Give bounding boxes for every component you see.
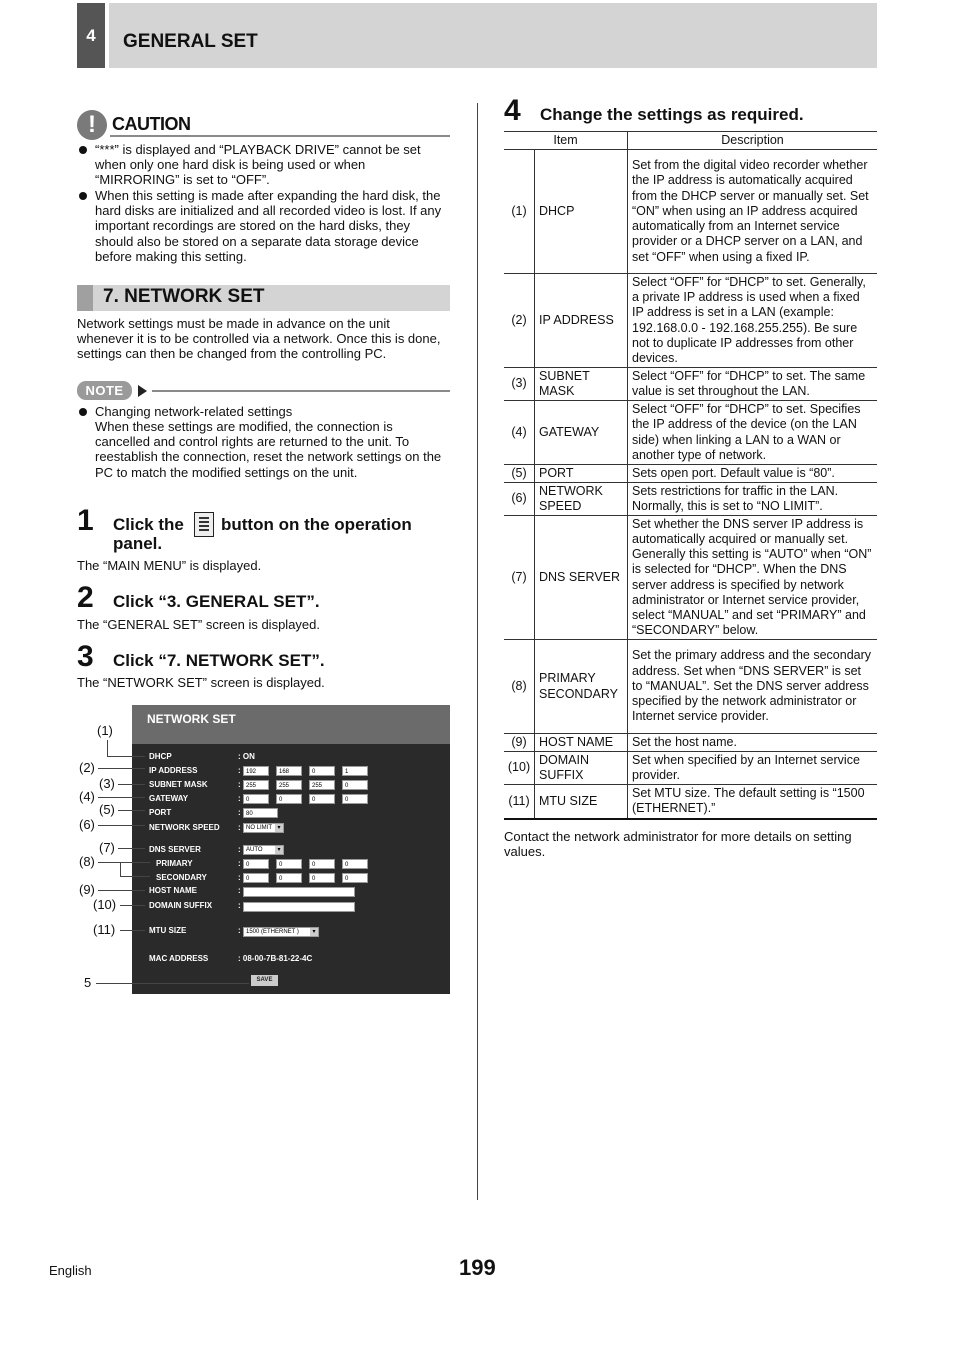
chevron-down-icon: ▾: [275, 846, 283, 854]
host-name-input[interactable]: [243, 887, 355, 897]
table-footnote: Contact the network administrator for more details on setting values.: [504, 829, 852, 860]
note-heading: Changing network-related settings: [95, 404, 293, 419]
row-number: (7): [504, 516, 535, 640]
field-colon: :: [238, 808, 241, 817]
page-number: 199: [459, 1255, 496, 1280]
note-body: When these settings are modified, the connection is cancelled and control rights are returned to the unit. To reestablish the connection, reset the network settings on the PC to match the modified settings on the unit.: [95, 419, 442, 480]
header-item: Item: [504, 132, 628, 150]
primary-octet-1[interactable]: 0: [243, 859, 269, 869]
table-row: [504, 401, 877, 465]
caution-item-1: “***” is displayed and “PLAYBACK DRIVE” cannot be set when only one hard disk is being used or when “MIRRORING” is set to “OFF”.: [95, 142, 421, 188]
caution-label: CAUTION: [112, 114, 191, 134]
callout-line: [118, 848, 145, 849]
ip-octet-2[interactable]: 168: [276, 766, 302, 776]
table-row: [504, 483, 877, 516]
section-header-accent: [77, 285, 93, 311]
row-number: (8): [504, 640, 535, 734]
table-row: [504, 640, 877, 734]
host-name-label: HOST NAME: [149, 886, 197, 895]
field-colon: :: [238, 859, 241, 868]
callout-line: [98, 797, 145, 798]
row-number: (1): [504, 150, 535, 274]
row-description: Select “OFF” for “DHCP” to set. Generally, a private IP address is used when a fixed IP address is set in a LAN (example: 192.168.0.0 - 192.168.255.255). Be sure not to duplicate IP addresses from other devices.: [628, 274, 878, 368]
row-number: (3): [504, 368, 535, 401]
callout-line: [98, 825, 145, 826]
step-number: 1: [77, 504, 94, 537]
subnet-octet-3[interactable]: 255: [309, 780, 335, 790]
step-number: 2: [77, 581, 94, 614]
field-colon: :: [238, 901, 241, 910]
row-description: Sets restrictions for traffic in the LAN. Normally, this is set to “NO LIMIT”.: [628, 483, 878, 516]
table-row: [504, 516, 877, 640]
secondary-octet-3[interactable]: 0: [309, 873, 335, 883]
ip-octet-4[interactable]: 1: [342, 766, 368, 776]
gateway-octet-1[interactable]: 0: [243, 794, 269, 804]
primary-octet-4[interactable]: 0: [342, 859, 368, 869]
row-item: DHCP: [535, 150, 628, 274]
row-item: PORT: [535, 465, 628, 483]
table-row: [504, 368, 877, 401]
step-heading-cont: panel.: [113, 534, 163, 553]
row-item: GATEWAY: [535, 401, 628, 465]
row-number: (4): [504, 401, 535, 465]
row-item: SUBNET MASK: [535, 368, 628, 401]
row-number: (2): [504, 274, 535, 368]
callout-label: (6): [79, 817, 95, 832]
table-row: [504, 752, 877, 785]
gateway-octet-2[interactable]: 0: [276, 794, 302, 804]
dhcp-label: DHCP: [149, 752, 172, 761]
network-speed-value: NO LIMIT: [246, 825, 273, 831]
field-colon: :: [238, 794, 241, 803]
settings-table: [504, 131, 877, 820]
column-divider: [477, 103, 478, 1200]
field-colon: :: [238, 873, 241, 882]
subnet-octet-4[interactable]: 0: [342, 780, 368, 790]
save-button[interactable]: SAVE: [251, 975, 278, 986]
callout-label: (5): [99, 802, 115, 817]
gateway-octet-3[interactable]: 0: [309, 794, 335, 804]
callout-line: [120, 876, 150, 877]
row-description: Set the host name.: [628, 734, 878, 752]
row-item: IP ADDRESS: [535, 274, 628, 368]
step-result: The “NETWORK SET” screen is displayed.: [77, 675, 325, 690]
callout-line: [118, 784, 145, 785]
section-title: 7. NETWORK SET: [103, 286, 265, 307]
row-item: DNS SERVER: [535, 516, 628, 640]
mtu-size-select[interactable]: [243, 927, 319, 937]
chevron-down-icon: ▾: [275, 824, 283, 832]
dns-server-value: AUTO: [246, 847, 263, 853]
table-row: [504, 465, 877, 483]
step-heading: Click “3. GENERAL SET”.: [113, 592, 320, 611]
callout-line: [107, 740, 108, 756]
subnet-octet-2[interactable]: 255: [276, 780, 302, 790]
row-description: Set when specified by an Internet service provider.: [628, 752, 878, 785]
primary-label: PRIMARY: [156, 859, 193, 868]
field-colon: :: [238, 926, 241, 935]
row-description: Set from the digital video recorder whether the IP address is automatically acquired from the DHCP server or manually set. Set “ON” when using an IP address acquired automatically from an Internet service provider or a DHCP server on a LAN, and set “OFF” when using a fixed IP.: [628, 150, 878, 274]
chapter-title: GENERAL SET: [123, 31, 258, 52]
footer-language: English: [49, 1263, 92, 1278]
callout-label: (7): [99, 840, 115, 855]
row-item: HOST NAME: [535, 734, 628, 752]
note-divider: [152, 390, 450, 392]
network-speed-select[interactable]: [243, 823, 284, 833]
primary-octet-3[interactable]: 0: [309, 859, 335, 869]
row-item: PRIMARY SECONDARY: [535, 640, 628, 734]
callout-label: (8): [79, 854, 95, 869]
ip-octet-1[interactable]: 192: [243, 766, 269, 776]
step-result: The “MAIN MENU” is displayed.: [77, 558, 262, 573]
field-colon: :: [238, 766, 241, 775]
row-description: Select “OFF” for “DHCP” to set. The same value is set throughout the LAN.: [628, 368, 878, 401]
exclamation-icon: !: [77, 110, 107, 140]
row-number: (6): [504, 483, 535, 516]
field-colon: :: [238, 886, 241, 895]
subnet-octet-1[interactable]: 255: [243, 780, 269, 790]
table-row: [504, 785, 877, 819]
section-intro: Network settings must be made in advance on the unit whenever it is to be controlled via a network. Once this is done, settings can then be changed from the controlling PC.: [77, 316, 441, 362]
secondary-octet-4[interactable]: 0: [342, 873, 368, 883]
menu-button-icon: [194, 512, 214, 537]
callout-label: (4): [79, 789, 95, 804]
callout-label: (11): [93, 922, 116, 937]
row-description: Sets open port. Default value is “80”.: [628, 465, 878, 483]
secondary-octet-1[interactable]: 0: [243, 873, 269, 883]
gateway-octet-4[interactable]: 0: [342, 794, 368, 804]
callout-line: [96, 983, 249, 984]
callout-line: [118, 810, 145, 811]
table-row: [504, 734, 877, 752]
row-number: (9): [504, 734, 535, 752]
row-description: Set whether the DNS server IP address is automatically acquired or manually set. Generally this setting is “AUTO” when “ON” is selected for “DHCP”. When the DNS server address is specified by network administrator or Internet service provider, select “MANUAL” and set “PRIMARY” and “SECONDARY” below.: [628, 516, 878, 640]
dhcp-value: : ON: [238, 752, 255, 761]
chevron-down-icon: ▾: [310, 928, 318, 936]
row-description: Select “OFF” for “DHCP” to set. Specifies the IP address of the device (on the LAN side) when linking a LAN to a WAN or another type of network.: [628, 401, 878, 465]
mac-address-label: MAC ADDRESS: [149, 954, 209, 963]
step-number: 3: [77, 640, 94, 673]
callout-label: (3): [99, 776, 115, 791]
callout-line: [107, 756, 145, 757]
secondary-label: SECONDARY: [156, 873, 207, 882]
ip-address-label: IP ADDRESS: [149, 766, 198, 775]
domain-suffix-input[interactable]: [243, 902, 355, 912]
row-number: (10): [504, 752, 535, 785]
step-number: 4: [504, 94, 521, 127]
mtu-size-label: MTU SIZE: [149, 926, 187, 935]
callout-line: [120, 905, 145, 906]
row-description: Set MTU size. The default setting is “1500 (ETHERNET).”: [628, 785, 878, 819]
row-item: MTU SIZE: [535, 785, 628, 819]
field-colon: :: [238, 780, 241, 789]
note-label: NOTE: [77, 381, 132, 400]
callout-line: [120, 930, 145, 931]
callout-line: [98, 862, 120, 863]
table-row: [504, 150, 877, 274]
bullet-icon: [79, 146, 87, 154]
callout-line: [98, 890, 145, 891]
row-item: NETWORK SPEED: [535, 483, 628, 516]
step-heading: Click “7. NETWORK SET”.: [113, 651, 325, 670]
network-speed-label: NETWORK SPEED: [149, 823, 220, 832]
ip-octet-3[interactable]: 0: [309, 766, 335, 776]
callout-line: [120, 862, 121, 876]
field-colon: :: [238, 845, 241, 854]
domain-suffix-label: DOMAIN SUFFIX: [149, 901, 213, 910]
table-header-row: [504, 132, 877, 150]
callout-line: [120, 862, 150, 863]
callout-label: (1): [97, 723, 113, 738]
row-number: (5): [504, 465, 535, 483]
mtu-size-value: 1500 (ETHERNET ): [246, 929, 299, 935]
dns-server-select[interactable]: [243, 845, 284, 855]
callout-label: (2): [79, 760, 95, 775]
secondary-octet-2[interactable]: 0: [276, 873, 302, 883]
row-item: DOMAIN SUFFIX: [535, 752, 628, 785]
subnet-mask-label: SUBNET MASK: [149, 780, 208, 789]
arrow-right-icon: [138, 385, 147, 397]
callout-line: [98, 768, 145, 769]
port-input[interactable]: 80: [243, 808, 278, 818]
dns-server-label: DNS SERVER: [149, 845, 201, 854]
step-heading-cont: button on the operation: [221, 515, 412, 534]
chapter-number: 4: [77, 3, 105, 68]
step-heading: Change the settings as required.: [540, 105, 804, 124]
step-heading: Click the: [113, 515, 184, 534]
callout-label: (9): [79, 882, 95, 897]
step-result: The “GENERAL SET” screen is displayed.: [77, 617, 320, 632]
row-description: Set the primary address and the secondary address. Set when “DNS SERVER” is set to “MANUAL”. Set the DNS server address specified by the network administrator or Internet service provider.: [628, 640, 878, 734]
callout-label: 5: [84, 975, 92, 990]
field-colon: :: [238, 823, 241, 832]
gateway-label: GATEWAY: [149, 794, 189, 803]
caution-item-2: When this setting is made after expanding the hard disk, the hard disks are initialized and all recorded video is lost. If any important recordings are stored on the hard disks, they should also be stored on a separate data storage device before making this setting.: [95, 188, 442, 264]
mac-address-value: : 08-00-7B-81-22-4C: [238, 954, 313, 963]
primary-octet-2[interactable]: 0: [276, 859, 302, 869]
row-number: (11): [504, 785, 535, 819]
callout-label: (10): [93, 897, 117, 912]
screen-title: NETWORK SET: [147, 712, 236, 726]
bullet-icon: [79, 192, 87, 200]
table-row: [504, 274, 877, 368]
caution-divider: [110, 135, 450, 137]
network-set-screen: [132, 705, 450, 994]
header-description: Description: [628, 132, 878, 150]
bullet-icon: [79, 408, 87, 416]
port-label: PORT: [149, 808, 172, 817]
